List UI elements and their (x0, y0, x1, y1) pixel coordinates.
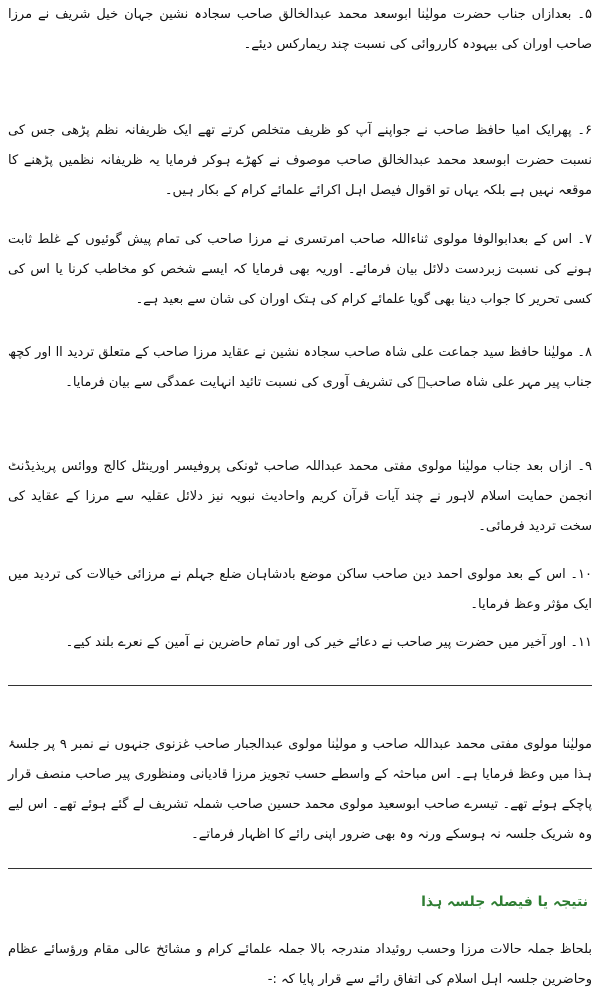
note-paragraph: مولیٰنا مولوی مفتی محمد عبداللہ صاحب و مولیٰنا مولوی عبدالجبار صاحب غزنوی جنہوں نے نمبر ۹ پر جلسۂ ہذا میں وعظ فرمایا ہے۔ اس مباحثہ کے واسطے حسب تجویز مرزا قادیانی ومنظوری پیر صاحب منصف قرار پاچکے ہوئے تھے۔ تیسرے صاحب ابوسعید مولوی محمد حسین صاحب شملہ تشریف لے گئے ہوئے تھے۔ اس لیے وہ شریک جلسہ نہ ہوسکے ورنہ وہ بھی ضرور اپنی رائے کا اظہار فرماتے۔ (8, 737, 592, 842)
divider-bottom (8, 868, 592, 869)
paragraph-9: ۹۔ ازاں بعد جناب مولیٰنا مولوی مفتی محمد عبداللہ صاحب ٹونکی پروفیسر اورینٹل کالج ووائس پریذیڈنٹ انجمن حمایت اسلام لاہور نے چند آیات قرآن کریم واحادیث نبویہ نیز دلائل عقلیہ سے مرزا کے عقاید کی سخت تردید فرمائی۔ (8, 459, 592, 534)
paragraph-10: ۱۰۔ اس کے بعد مولوی احمد دین صاحب ساکن موضع بادشاہان ضلع جہلم نے مرزائی خیالات کی تردید میں ایک مؤثر وعظ فرمایا۔ (8, 567, 592, 612)
paragraph-7: ۷۔ اس کے بعدابوالوفا مولوی ثناءاللہ صاحب امرتسری نے مرزا صاحب کی تمام پیش گوئیوں کے غلط ثابت ہونے کی نسبت زبردست دلائل بیان فرمائے۔ اوریہ بھی فرمایا کہ ایسے شخص کو مخاطب کرنا یا اس کی کسی تحریر کا جواب دینا بھی گویا علمائے کرام کی ہتک اوران کی شان سے بعید ہے۔ (8, 232, 592, 307)
paragraph-5: ۵۔ بعدازاں جناب حضرت مولیٰنا ابوسعد محمد عبدالخالق صاحب سجادہ نشین جہان خیل شریف نے مرزا صاحب اوران کی بیہودہ کارروائی کی نسبت چند ریمارکس دیئے۔ (8, 7, 592, 52)
conclusion-paragraph: بلحاظ جملہ حالات مرزا وحسب روئیداد مندرجہ بالا جملہ علمائے کرام و مشائخ عالی مقام ورؤسائے عظام وحاضرین جلسہ اہل اسلام کی اتفاق رائے سے قرار پایا کہ :- (8, 942, 592, 987)
paragraph-11: ۱۱۔ اور آخیر میں حضرت پیر صاحب نے دعائے خیر کی اور تمام حاضرین نے آمین کے نعرے بلند کیے۔ (65, 635, 592, 650)
divider-top (8, 685, 592, 686)
paragraph-8: ۸۔ مولیٰنا حافظ سید جماعت علی شاہ صاحب سجادہ نشین نے عقاید مرزا صاحب کے متعلق تردید اا اور کچھ جناب پیر مہر علی شاہ صاحبؒ کی تشریف آوری کی نسبت تائید انہایت عمدگی سے بیان فرمایا۔ (8, 345, 592, 390)
section-heading: نتیجہ یا فیصلہ جلسہ ہذا (421, 894, 588, 910)
paragraph-6: ۶۔ پھرایک امیا حافظ صاحب نے جواپنے آپ کو ظریف متخلص کرتے تھے ایک ظریفانہ نظم پڑھی جس کی نسبت حضرت ابوسعد محمد عبدالخالق صاحب موصوف نے کھڑے ہوکر فرمایا یہ ظریفانہ نظمیں پڑھنے کا موقعہ نہیں ہے بلکہ یہاں تو اقوال فیصل اہل اکرائے علمائے کرام کے بکار ہیں۔ (8, 123, 592, 198)
